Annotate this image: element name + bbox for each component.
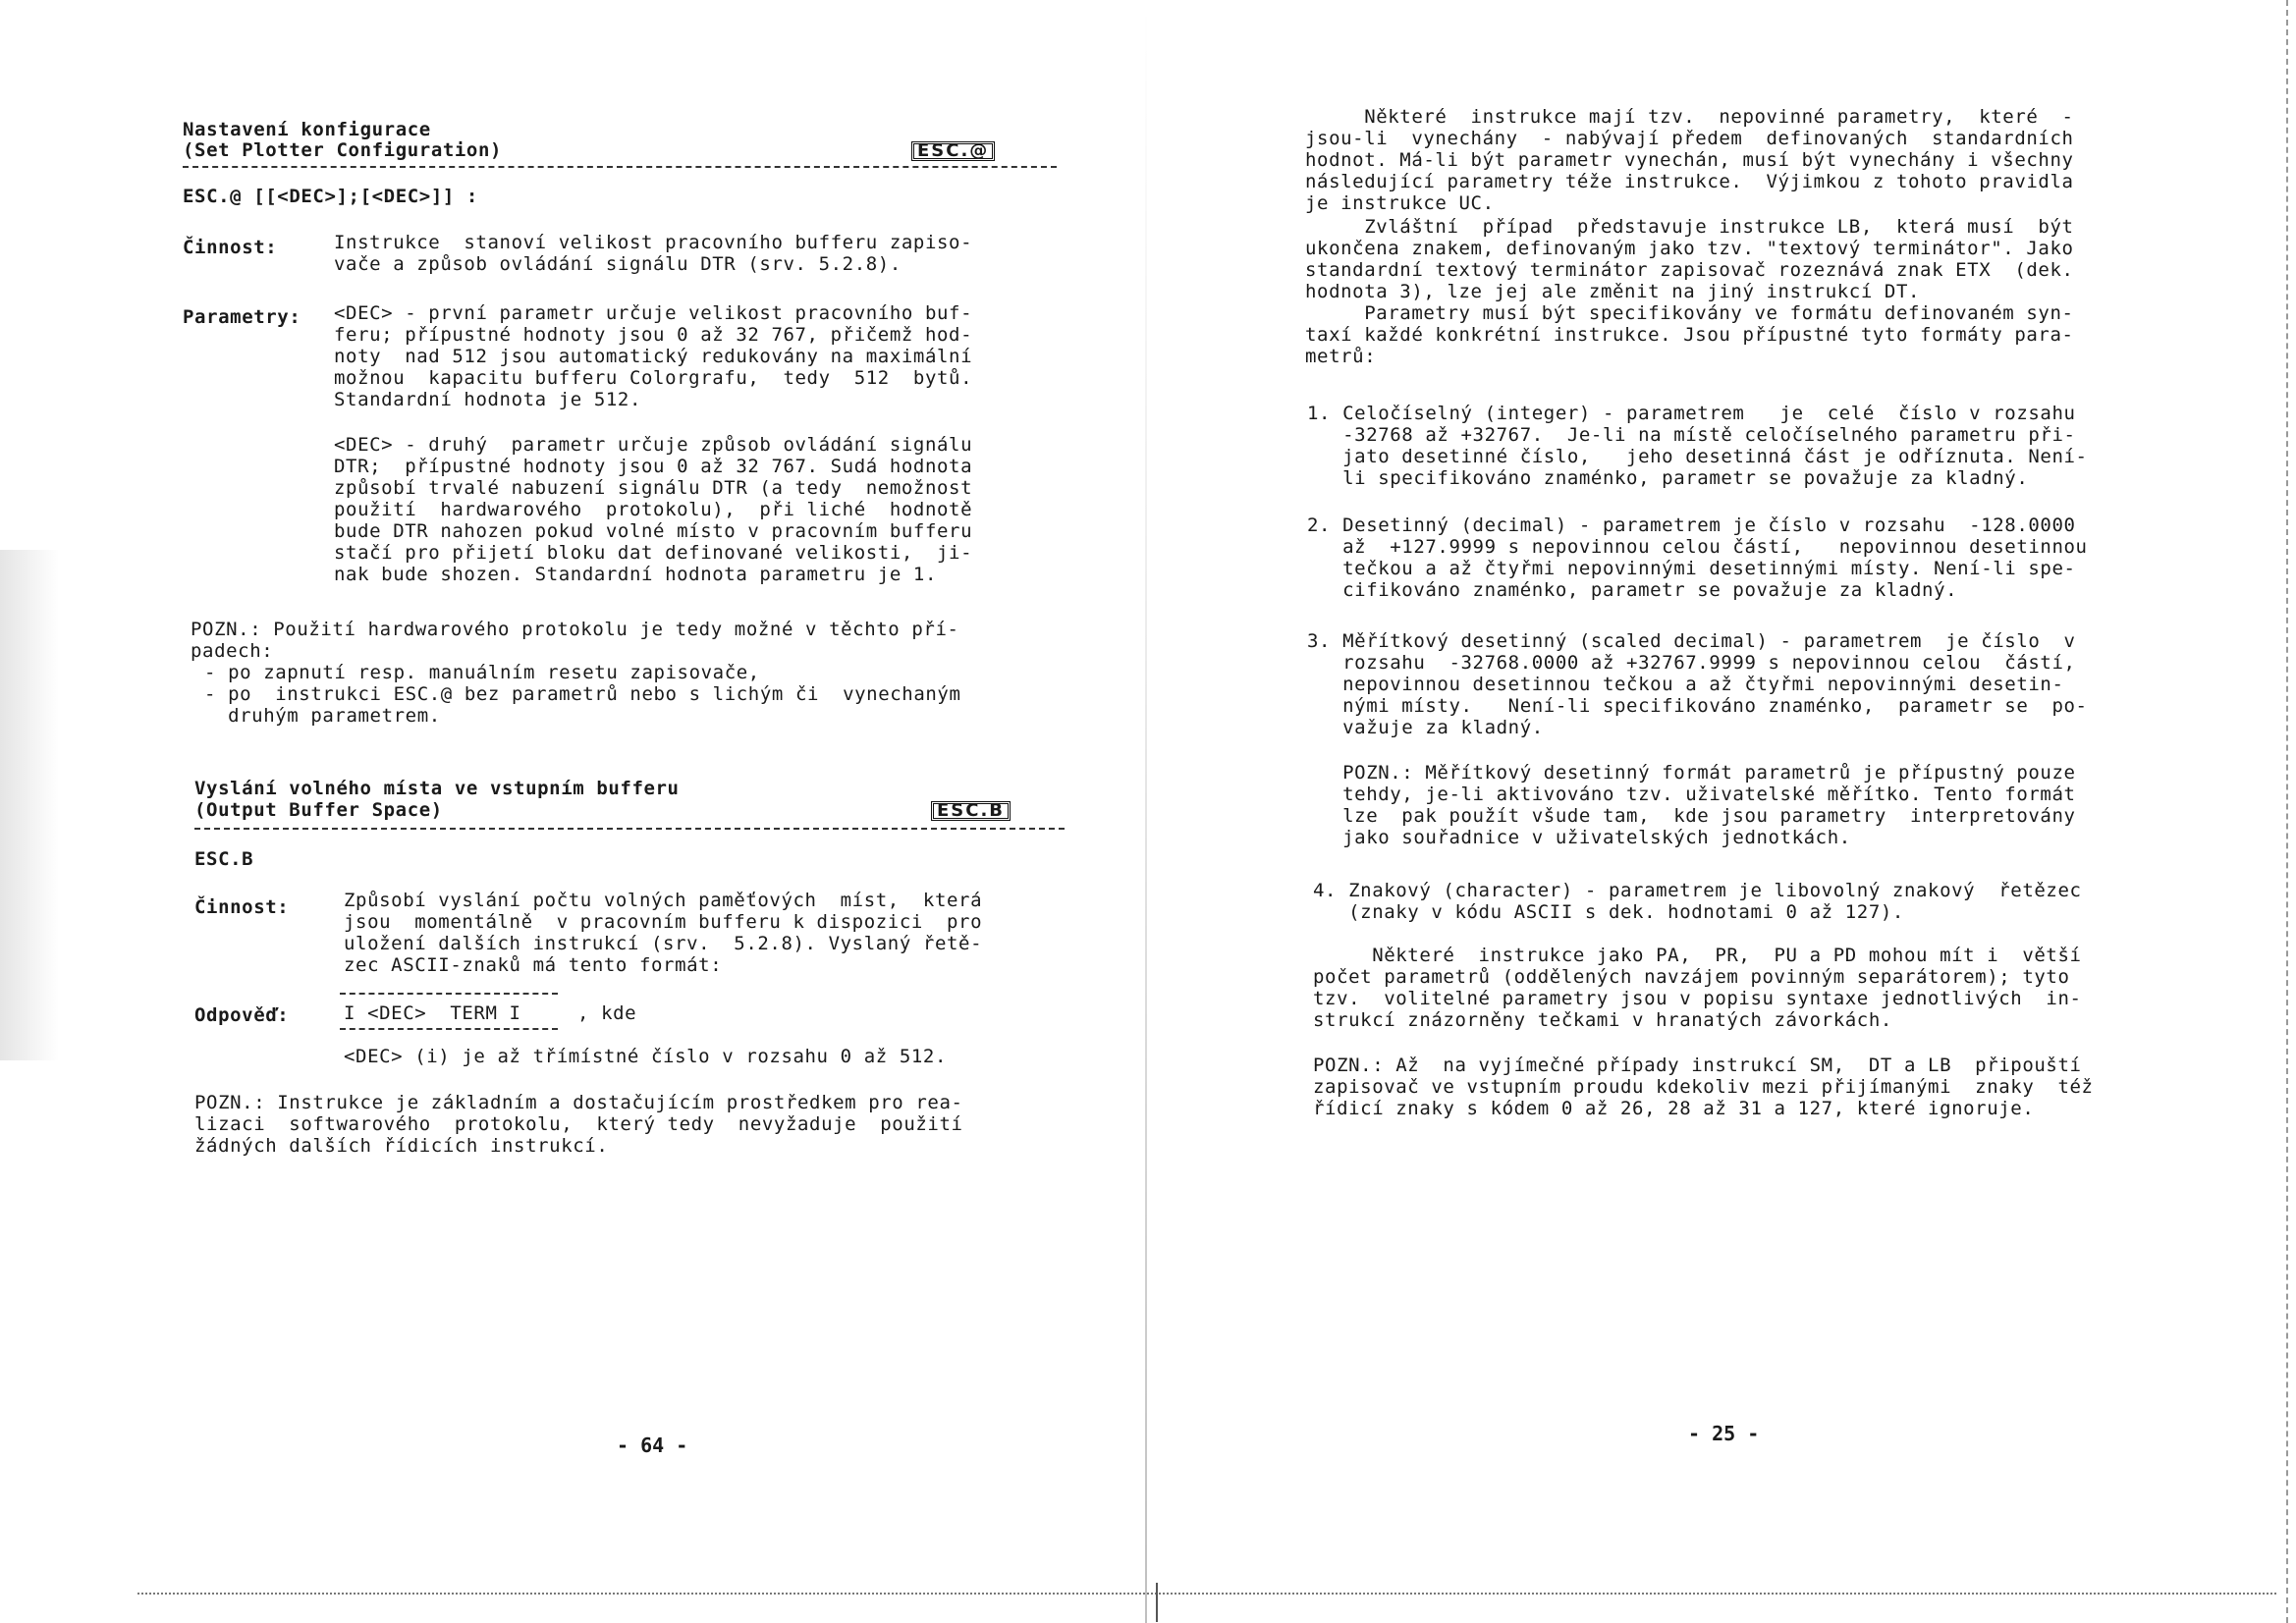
text-line: POZN.: Až na vyjímečné případy instrukcí SM, DT a LB připouští: [1313, 1055, 2082, 1076]
text-line: metrů:: [1305, 346, 1377, 367]
text-line: jako souřadnice v uživatelských jednotkách.: [1307, 827, 1851, 848]
list-item: druhým parametrem.: [204, 705, 441, 727]
text-line: stačí pro přijetí bloku dat definované velikosti, ji-: [334, 542, 973, 564]
text-line: -32768 až +32767. Je-li na místě celočíselného parametru při-: [1307, 424, 2076, 446]
text-line: POZN.: Použití hardwarového protokolu je tedy možné v těchto pří-: [191, 619, 959, 640]
text-line: Parametry musí být specifikovány ve formátu definovaném syn-: [1305, 302, 2074, 324]
response-description: <DEC> (i) je až třímístné číslo v rozsahu 0 až 512.: [344, 1046, 947, 1067]
text-line: žádných dalších řídicích instrukcí.: [194, 1135, 609, 1157]
response-box: I <DEC> TERM I: [344, 1002, 521, 1024]
text-line: zapisovač ve vstupním proudu kdekoliv mezi přijímanými znaky též: [1313, 1076, 2094, 1098]
text-line: řídicí znaky s kódem 0 až 26, 28 až 31 a 127, které ignoruje.: [1313, 1098, 2035, 1119]
section1-rule: [183, 166, 1057, 168]
text-line: <DEC> - první parametr určuje velikost pracovního buf-: [334, 302, 973, 324]
section2-syntax: ESC.B: [194, 848, 254, 870]
text-line: jato desetinné číslo, jeho desetinná část je odříznuta. Není-: [1307, 446, 2088, 467]
text-line: tzv. volitelné parametry jsou v popisu syntaxe jednotlivých in-: [1313, 988, 2082, 1009]
text-line: nak bude shozen. Standardní hodnota parametru je 1.: [334, 564, 937, 585]
section2-activity-label: Činnost:: [194, 896, 290, 918]
text-line: 3. Měřítkový desetinný (scaled decimal) - parametrem je číslo v: [1307, 630, 2076, 652]
response-suffix: , kde: [577, 1002, 637, 1024]
text-line: jsou-li vynechány - nabývají předem definovaných standardních: [1305, 128, 2074, 149]
text-line: lizaci softwarového protokolu, který tedy nevyžaduje použití: [194, 1113, 963, 1135]
text-line: Zvláštní případ představuje instrukce LB, která musí být: [1305, 216, 2074, 238]
text-line: nepovinnou desetinnou tečkou a až čtyřmi nepovinnými desetin-: [1307, 674, 2064, 695]
text-line: važuje za kladný.: [1307, 717, 1544, 738]
section2-response-label: Odpověď:: [194, 1004, 290, 1026]
text-line: strukcí znázorněny tečkami v hranatých závorkách.: [1313, 1009, 1892, 1031]
text-line: standardní textový terminátor zapisovač rozeznává znak ETX (dek.: [1305, 259, 2074, 281]
text-line: ukončena znakem, definovaným jako tzv. "textový terminátor". Jako: [1305, 238, 2074, 259]
text-line: feru; přípustné hodnoty jsou 0 až 32 767, přičemž hod-: [334, 324, 973, 346]
text-line: uložení dalších instrukcí (srv. 5.2.8). Vyslaný řetě-: [344, 933, 983, 954]
text-line: POZN.: Instrukce je základním a dostačujícím prostředkem pro rea-: [194, 1092, 963, 1113]
text-line: <DEC> - druhý parametr určuje způsob ovládání signálu: [334, 434, 973, 456]
section1-title-en: (Set Plotter Configuration): [183, 139, 503, 161]
section2-badge: ESC.B: [931, 797, 1011, 822]
right-page: [1148, 0, 2296, 1623]
section1-activity-label: Činnost:: [183, 237, 278, 258]
section1-title-cz: Nastavení konfigurace: [183, 119, 431, 140]
response-box-bottom: [340, 1028, 558, 1030]
text-line: padech:: [191, 640, 274, 662]
text-line: 4. Znakový (character) - parametrem je libovolný znakový řetězec: [1313, 880, 2082, 901]
text-line: Některé instrukce jako PA, PR, PU a PD mohou mít i větší: [1313, 945, 2082, 966]
text-line: hodnot. Má-li být parametr vynechán, musí být vynechány i všechny: [1305, 149, 2074, 171]
text-line: rozsahu -32768.0000 až +32767.9999 s nepovinnou celou částí,: [1307, 652, 2076, 674]
page-number: - 25 -: [1688, 1422, 1760, 1445]
response-box-top: [340, 993, 558, 995]
text-line: 2. Desetinný (decimal) - parametrem je číslo v rozsahu -128.0000: [1307, 514, 2076, 536]
text-line: nými místy. Není-li specifikováno znaménko, parametr se po-: [1307, 695, 2088, 717]
text-line: lze pak použít všude tam, kde jsou parametry interpretovány: [1307, 805, 2076, 827]
text-line: (znaky v kódu ASCII s dek. hodnotami 0 až 127).: [1313, 901, 1904, 923]
text-line: vače a způsob ovládání signálu DTR (srv. 5.2.8).: [334, 253, 902, 275]
text-line: použití hardwarového protokolu), při liché hodnotě: [334, 499, 973, 520]
list-item: - po zapnutí resp. manuálním resetu zapisovače,: [204, 662, 760, 683]
section2-title-en: (Output Buffer Space): [194, 799, 443, 821]
text-line: cifikováno znaménko, parametr se považuje za kladný.: [1307, 579, 1958, 601]
text-line: následující parametry téže instrukce. Výjimkou z tohoto pravidla: [1305, 171, 2074, 192]
text-line: možnou kapacitu bufferu Colorgrafu, tedy 512 bytů.: [334, 367, 973, 389]
section1-badge: ESC.@: [911, 137, 995, 162]
page-number: - 64 -: [617, 1434, 688, 1457]
section2-title-cz: Vyslání volného místa ve vstupním bufferu: [194, 778, 680, 799]
text-line: taxí každé konkrétní instrukce. Jsou přípustné tyto formáty para-: [1305, 324, 2074, 346]
text-line: 1. Celočíselný (integer) - parametrem je celé číslo v rozsahu: [1307, 403, 2076, 424]
text-line: DTR; přípustné hodnoty jsou 0 až 32 767. Sudá hodnota: [334, 456, 973, 477]
section1-params-label: Parametry:: [183, 306, 301, 328]
text-line: až +127.9999 s nepovinnou celou částí, nepovinnou desetinnou: [1307, 536, 2088, 558]
text-line: noty nad 512 jsou automatický redukovány na maximální: [334, 346, 973, 367]
text-line: počet parametrů (oddělených navzájem povinným separátorem); tyto: [1313, 966, 2070, 988]
text-line: způsobí trvalé nabuzení signálu DTR (a tedy nemožnost: [334, 477, 973, 499]
text-line: tehdy, je-li aktivováno tzv. uživatelské měřítko. Tento formát: [1307, 784, 2076, 805]
text-line: Standardní hodnota je 512.: [334, 389, 642, 410]
text-line: zec ASCII-znaků má tento formát:: [344, 954, 723, 976]
text-line: jsou momentálně v pracovním bufferu k dispozici pro: [344, 911, 983, 933]
text-line: Některé instrukce mají tzv. nepovinné parametry, které -: [1305, 106, 2074, 128]
text-line: Způsobí vyslání počtu volných paměťových míst, která: [344, 890, 983, 911]
text-line: hodnota 3), lze jej ale změnit na jiný instrukcí DT.: [1305, 281, 1921, 302]
section1-syntax: ESC.@ [[<DEC>];[<DEC>]] :: [183, 186, 478, 207]
text-line: tečkou a až čtyřmi nepovinnými desetinnými místy. Není-li spe-: [1307, 558, 2076, 579]
list-item: - po instrukci ESC.@ bez parametrů nebo s lichým či vynechaným: [204, 683, 961, 705]
text-line: Instrukce stanoví velikost pracovního bufferu zapiso-: [334, 232, 973, 253]
section2-rule: [194, 828, 1065, 830]
text-line: bude DTR nahozen pokud volné místo v pracovním bufferu: [334, 520, 973, 542]
text-line: POZN.: Měřítkový desetinný formát parametrů je přípustný pouze: [1307, 762, 2076, 784]
text-line: je instrukce UC.: [1305, 192, 1495, 214]
text-line: li specifikováno znaménko, parametr se považuje za kladný.: [1307, 467, 2029, 489]
